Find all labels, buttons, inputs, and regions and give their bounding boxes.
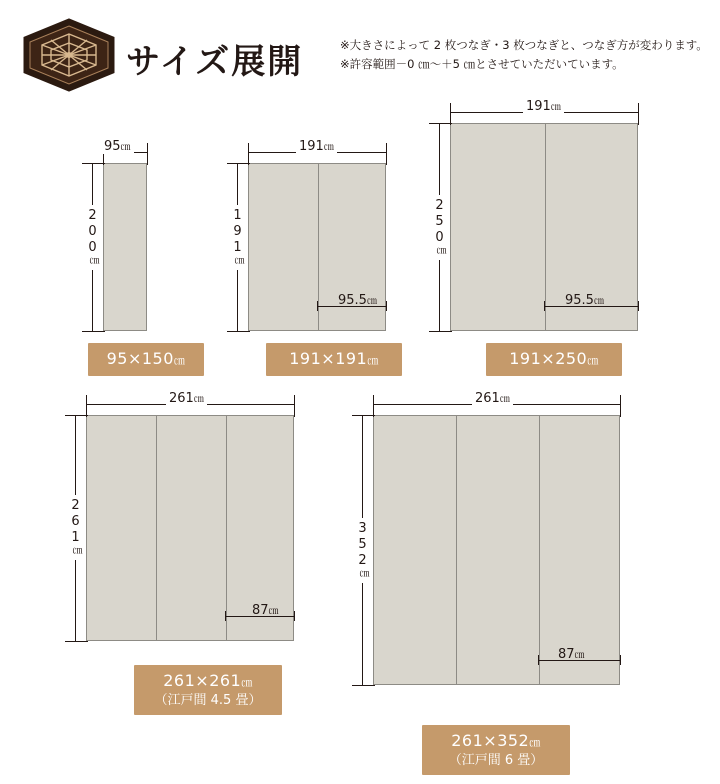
ext-line [248, 143, 249, 165]
rug-shape [450, 123, 638, 331]
rug-shape [103, 163, 147, 331]
dimension-label-height: 200㎝ [85, 205, 100, 270]
ext-line [429, 123, 452, 124]
tick [294, 611, 295, 621]
panel-seam [456, 416, 457, 684]
panel-width-label: 95.5㎝ [338, 293, 377, 308]
ext-line [227, 163, 250, 164]
ext-line [386, 143, 387, 165]
panel-seam [156, 416, 157, 640]
panel-width-label: 95.5㎝ [565, 293, 604, 308]
dimension-label-width: 261㎝ [472, 390, 513, 406]
caption-main: 261×261㎝ [163, 671, 253, 690]
ext-line [65, 415, 88, 416]
ext-line [638, 103, 639, 125]
tick [317, 301, 318, 311]
caption-main: 261×352㎝ [451, 731, 541, 750]
header [0, 0, 720, 100]
tick [386, 301, 387, 311]
tick [544, 301, 545, 311]
tick [538, 655, 539, 665]
dimension-label-width: 191㎝ [296, 138, 337, 154]
dimension-label-height: 250㎝ [432, 195, 447, 260]
size-caption-95x150 [88, 343, 204, 376]
caption-main: 95×150㎝ [106, 349, 186, 368]
ext-line [620, 395, 621, 417]
ext-line [450, 103, 451, 125]
tick [225, 611, 226, 621]
size-caption-191x250 [486, 343, 622, 376]
note-line-2: ※許容範囲－0 ㎝～＋5 ㎝とさせていただいています。 [340, 57, 624, 71]
caption-main: 191×191㎝ [289, 349, 379, 368]
note-line-1: ※大きさによって 2 枚つなぎ・3 枚つなぎと、つなぎ方が変わります。 [340, 38, 708, 52]
panel-seam [539, 416, 540, 684]
size-caption-261x261 [134, 665, 282, 715]
ext-line [227, 331, 250, 332]
ext-line [65, 641, 88, 642]
size-caption-261x352 [422, 725, 570, 775]
ext-line [82, 163, 105, 164]
panel-seam [545, 124, 546, 330]
notes [340, 36, 708, 74]
dimension-label-height: 191㎝ [230, 205, 245, 270]
dimension-label-height: 261㎝ [68, 495, 83, 560]
rug-shape [373, 415, 620, 685]
ext-line [86, 395, 87, 417]
panel-width-label: 87㎝ [558, 647, 585, 662]
tick [620, 655, 621, 665]
ext-line [352, 415, 375, 416]
ext-line [352, 685, 375, 686]
panel-seam [226, 416, 227, 640]
panel-width-label: 87㎝ [252, 603, 279, 618]
ext-line [294, 395, 295, 417]
caption-main: 191×250㎝ [509, 349, 599, 368]
dimension-label-width: 261㎝ [166, 390, 207, 406]
ext-line [429, 331, 452, 332]
ext-line [82, 331, 105, 332]
tick [638, 301, 639, 311]
ext-line [147, 143, 148, 165]
caption-sub: （江戸間 4.5 畳） [154, 692, 262, 708]
caption-sub: （江戸間 6 畳） [448, 752, 544, 768]
hexagon-kumiko-icon [22, 18, 116, 92]
dimension-label-width: 95㎝ [101, 138, 134, 154]
dimension-label-height: 352㎝ [355, 518, 370, 583]
dimension-label-width: 191㎝ [523, 98, 564, 114]
ext-line [373, 395, 374, 417]
page-title: サイズ展開 [126, 42, 304, 82]
size-caption-191x191 [266, 343, 402, 376]
